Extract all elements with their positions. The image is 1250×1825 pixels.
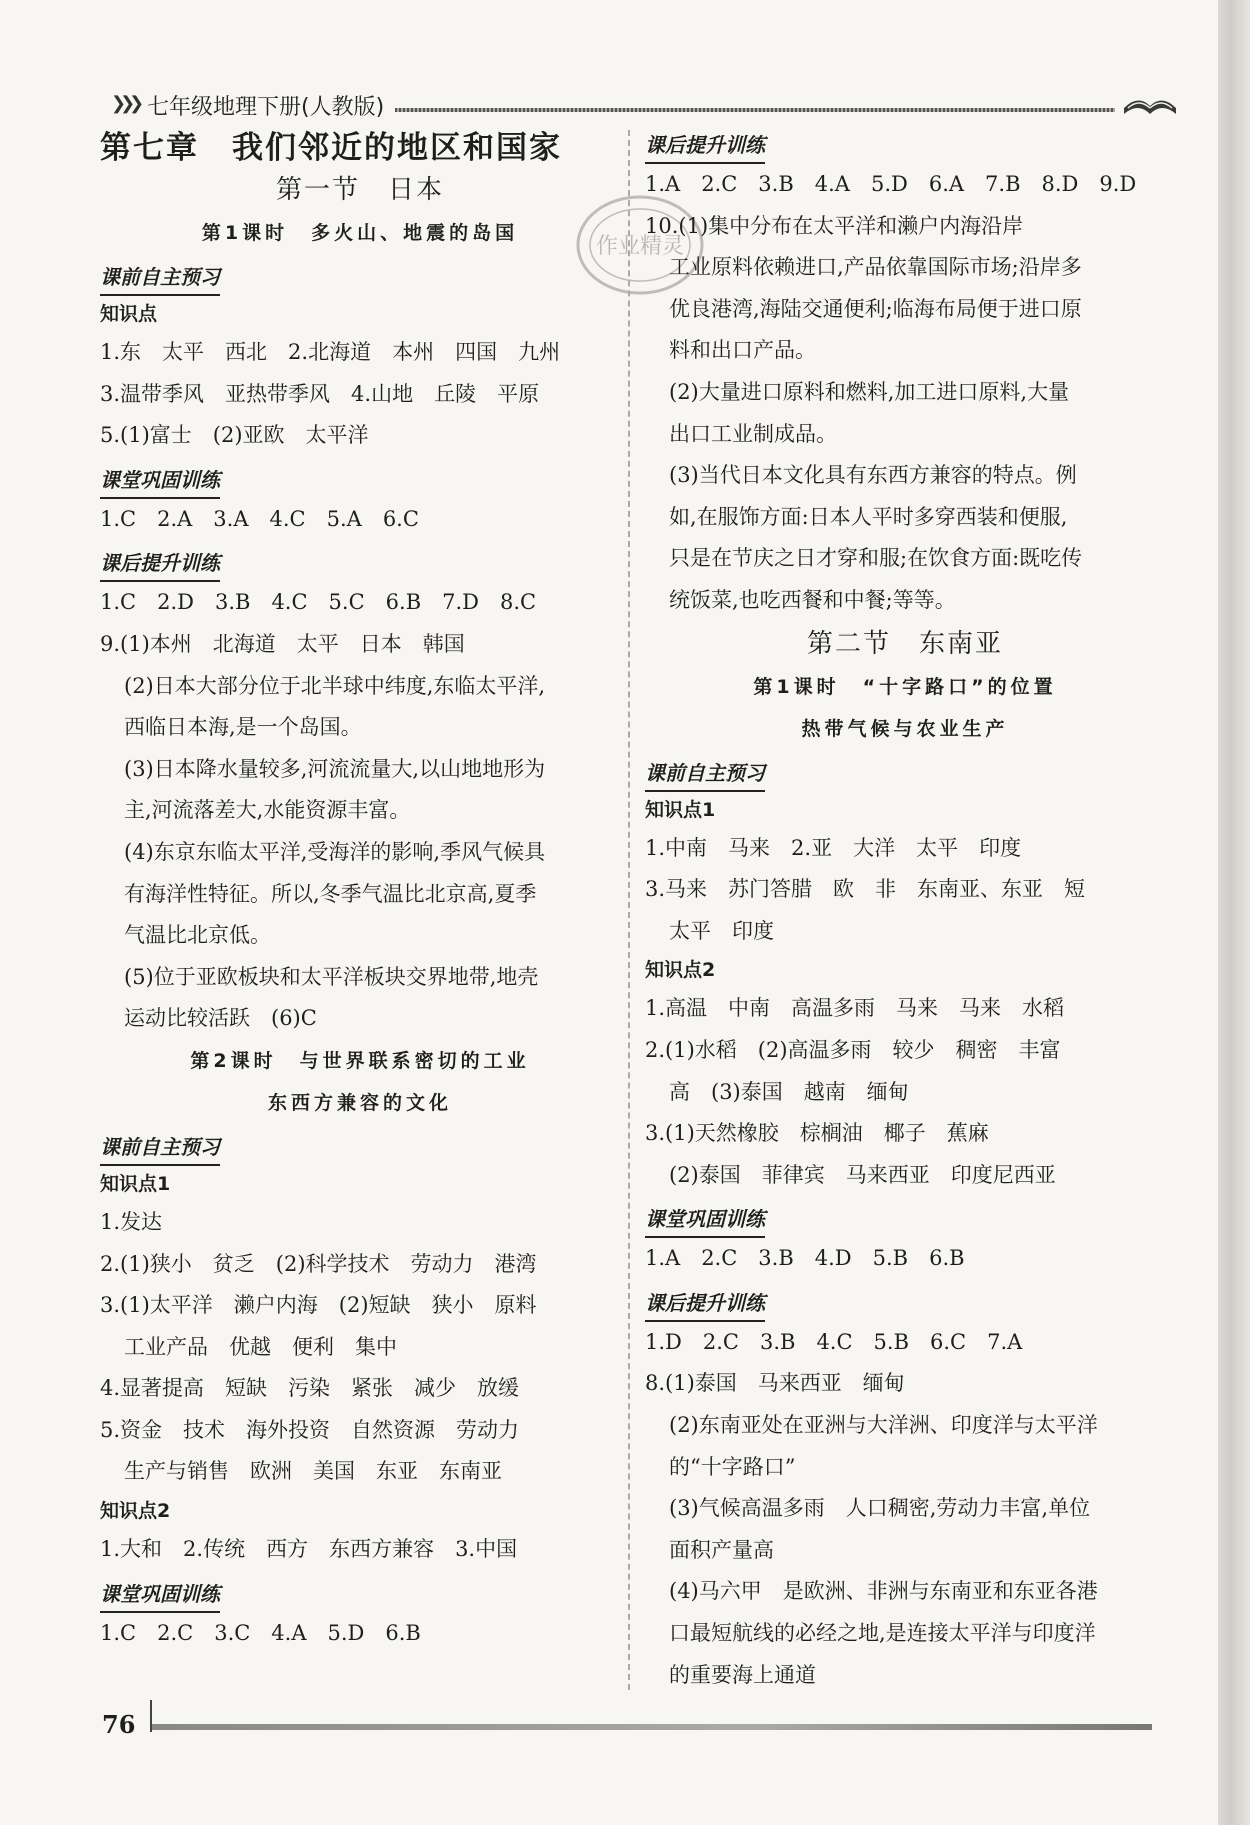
answer-line: 只是在节庆之日才穿和服;在饮食方面:既吃传 [669, 546, 1083, 571]
answer-line: 3.温带季风 亚热带季风 4.山地 丘陵 平原 [100, 381, 540, 406]
answer-line: 5.(1)富士 (2)亚欧 太平洋 [100, 423, 369, 448]
answer-line: 1.C 2.C 3.C 4.A 5.D 6.B [100, 1620, 421, 1645]
answer-line: 1.大和 2.传统 西方 东西方兼容 3.中国 [100, 1537, 518, 1562]
svg-text:作业精灵: 作业精灵 [595, 234, 685, 259]
answer-line: 1.C 2.D 3.B 4.C 5.C 6.B 7.D 8.C [100, 590, 537, 615]
after-class-label: 课后提升训练 [100, 546, 220, 582]
answer-line: (4)马六甲 是欧洲、非洲与东南亚和东亚各港 [669, 1579, 1098, 1604]
answer-line: 有海洋性特征。所以,冬季气温比北京高,夏季 [124, 881, 537, 906]
answer-line: (2)大量进口原料和燃料,加工进口原料,大量 [669, 379, 1070, 404]
lesson-title-climate: 热带气候与农业生产 [801, 717, 1009, 740]
knowledge-point-2-label: 知识点2 [100, 1500, 171, 1523]
after-class-label: 课后提升训练 [645, 128, 765, 164]
answer-line: (4)东京东临太平洋,受海洋的影响,季风气候具 [124, 839, 546, 864]
answer-line: 工业原料依赖进口,产品依靠国际市场;沿岸多 [669, 255, 1082, 280]
page-edge [1218, 0, 1250, 1825]
answer-line: 3.马来 苏门答腊 欧 非 东南亚、东亚 短 [645, 877, 1086, 902]
header-title: 七年级地理下册(人教版) [147, 95, 385, 120]
lesson-title-1: 第1课时 多火山、地震的岛国 [201, 222, 519, 244]
right-column [645, 128, 1165, 1696]
answer-line: 工业产品 优越 便利 集中 [124, 1334, 397, 1359]
pre-study-label: 课前自主预习 [100, 260, 220, 296]
answer-line: 统饭菜,也吃西餐和中餐;等等。 [669, 587, 956, 612]
answer-line: 高 (3)泰国 越南 缅甸 [669, 1079, 909, 1104]
after-class-label: 课后提升训练 [645, 1286, 765, 1322]
answer-line: 的重要海上通道 [669, 1662, 816, 1687]
answer-line: 2.(1)狭小 贫乏 (2)科学技术 劳动力 港湾 [100, 1251, 537, 1276]
answer-line: 3.(1)天然橡胶 棕榈油 椰子 蕉麻 [645, 1121, 989, 1146]
answer-line: 主,河流落差大,水能资源丰富。 [124, 798, 411, 823]
running-header [105, 88, 1150, 118]
answer-line: 如,在服饰方面:日本人平时多穿西装和便服, [669, 504, 1068, 529]
answer-line: 2.(1)水稻 (2)高温多雨 较少 稠密 丰富 [645, 1037, 1061, 1062]
answer-line: (3)日本降水量较多,河流流量大,以山地地形为 [124, 756, 546, 781]
answer-line: 5.资金 技术 海外投资 自然资源 劳动力 [100, 1417, 520, 1442]
answer-line: 料和出口产品。 [669, 338, 816, 363]
answer-line: 1.中南 马来 2.亚 大洋 太平 印度 [645, 835, 1022, 860]
knowledge-point-2-label: 知识点2 [645, 959, 716, 982]
answer-line: 1.C 2.A 3.A 4.C 5.A 6.C [100, 506, 419, 531]
column-divider [628, 130, 630, 1690]
answer-line: 1.D 2.C 3.B 4.C 5.B 6.C 7.A [645, 1329, 1023, 1354]
answer-line: (2)泰国 菲律宾 马来西亚 印度尼西亚 [669, 1162, 1056, 1187]
chapter-title: 第七章 我们邻近的地区和国家 [100, 130, 562, 166]
answer-line: 西临日本海,是一个岛国。 [124, 715, 362, 740]
answer-line: 太平 印度 [669, 918, 774, 943]
answer-line: 运动比较活跃 (6)C [124, 1006, 317, 1031]
pre-study-label: 课前自主预习 [100, 1130, 220, 1166]
classroom-practice-label: 课堂巩固训练 [100, 1577, 220, 1613]
answer-line: (2)日本大部分位于北半球中纬度,东临太平洋, [124, 673, 546, 698]
left-column [100, 128, 620, 1654]
answer-line: 的“十字路口” [669, 1454, 796, 1479]
answer-line: 1.东 太平 西北 2.北海道 本州 四国 九州 [100, 340, 561, 364]
answer-line: 生产与销售 欧洲 美国 东亚 东南亚 [124, 1459, 502, 1484]
section-title-japan: 第一节 日本 [275, 175, 444, 205]
answer-line: (3)当代日本文化具有东西方兼容的特点。例 [669, 463, 1077, 488]
knowledge-point-1-label: 知识点1 [645, 798, 716, 821]
classroom-practice-label: 课堂巩固训练 [100, 463, 220, 499]
knowledge-point-label: 知识点 [100, 303, 158, 325]
answer-line: 10.(1)集中分布在太平洋和濑户内海沿岸 [645, 213, 1024, 238]
answer-line: 3.(1)太平洋 濑户内海 (2)短缺 狭小 原料 [100, 1293, 537, 1318]
answer-line: 面积产量高 [669, 1537, 774, 1562]
answer-line: 8.(1)泰国 马来西亚 缅甸 [645, 1371, 905, 1396]
answer-line: 出口工业制成品。 [669, 421, 837, 446]
answer-line: 4.显著提高 短缺 污染 紧张 减少 放缓 [100, 1376, 520, 1401]
knowledge-point-1-label: 知识点1 [100, 1172, 171, 1195]
lesson-title-crossroads: 第1课时 “十字路口”的位置 [753, 675, 1057, 698]
header-rule [395, 108, 1115, 112]
answer-line: 1.A 2.C 3.B 4.D 5.B 6.B [645, 1246, 965, 1271]
answer-line: 9.(1)本州 北海道 太平 日本 韩国 [100, 631, 465, 656]
page-number: 76 [102, 1710, 136, 1739]
lesson-title-2b: 东西方兼容的文化 [267, 1091, 452, 1114]
classroom-practice-label: 课堂巩固训练 [645, 1202, 765, 1238]
answer-line: 1.发达 [100, 1209, 163, 1234]
answer-line: 优良港湾,海陆交通便利;临海布局便于进口原 [669, 296, 1082, 321]
section-title-southeast-asia: 第二节 东南亚 [806, 628, 1003, 659]
answer-line: (2)东南亚处在亚洲与大洋洲、印度洋与太平洋 [669, 1413, 1098, 1438]
lesson-title-2a: 第2课时 与世界联系密切的工业 [190, 1049, 530, 1072]
answer-line: (5)位于亚欧板块和太平洋板块交界地带,地壳 [124, 964, 539, 989]
pre-study-label: 课前自主预习 [645, 756, 765, 792]
answer-line: (3)气候高温多雨 人口稠密,劳动力丰富,单位 [669, 1496, 1091, 1521]
open-book-icon [1120, 86, 1180, 120]
answer-line: 1.高温 中南 高温多雨 马来 马来 水稻 [645, 996, 1065, 1021]
double-chevron-icon: ❯❯❯ [111, 93, 139, 114]
footer-bar [152, 1724, 1152, 1730]
answer-line: 1.A 2.C 3.B 4.A 5.D 6.A 7.B 8.D 9.D [645, 172, 1137, 196]
answer-line: 口最短航线的必经之地,是连接太平洋与印度洋 [669, 1621, 1096, 1646]
answer-line: 气温比北京低。 [124, 923, 271, 948]
